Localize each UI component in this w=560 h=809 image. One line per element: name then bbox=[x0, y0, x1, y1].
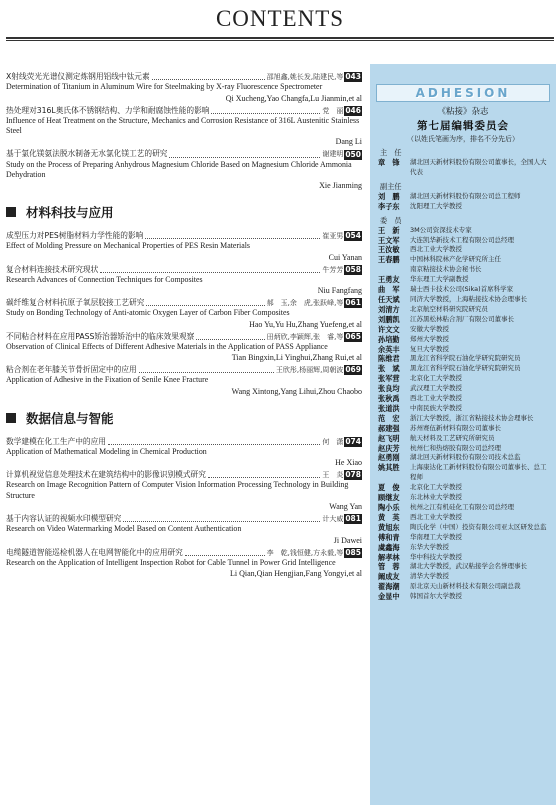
member-name bbox=[378, 265, 410, 275]
board-member bbox=[378, 493, 556, 503]
leader-dots bbox=[196, 339, 264, 340]
article-title-en: Effect of Molding Pressure on Mechanical Properties of PES Resin Materials bbox=[6, 241, 250, 251]
board-member bbox=[378, 374, 556, 384]
member-affiliation: 西北工业大学教授 bbox=[410, 394, 462, 403]
article-authors-en: Hao Yu,Yu Hu,Zhang Yuefeng,et al bbox=[249, 319, 362, 329]
member-name: 任天斌 bbox=[378, 294, 400, 304]
page-title: CONTENTS bbox=[215, 6, 345, 31]
member-affiliation: 南京粘接技术协会秘书长 bbox=[410, 265, 482, 274]
leader-dots bbox=[145, 238, 320, 239]
member-name: 解孝林 bbox=[378, 552, 400, 562]
page-number[interactable]: 061 bbox=[345, 298, 361, 308]
member-affiliation: 武汉理工大学教授 bbox=[410, 384, 462, 393]
article-title-cn[interactable]: 基于氯化镁氨法脱水制备无水氯化镁工艺的研究 bbox=[6, 149, 168, 159]
page-number[interactable]: 050 bbox=[345, 149, 361, 159]
board-role-label: 委 员 bbox=[380, 215, 402, 225]
member-name: 张军营 bbox=[378, 374, 400, 384]
member-affiliation: 同济大学教授，上海粘接技术协会理事长 bbox=[410, 294, 527, 303]
board-member bbox=[378, 572, 556, 582]
member-affiliation: 湖北大学教授，武汉粘接学会名誉理事长 bbox=[410, 562, 527, 571]
leader-dots bbox=[100, 272, 320, 273]
article-authors-cn: 党 丽 bbox=[322, 106, 344, 115]
article-authors-cn: 崔亚男 bbox=[322, 232, 344, 241]
adhesion-logo: ADHESION bbox=[376, 84, 550, 102]
article-title-cn[interactable]: 不同粘合材料在应用PASS矫治器矫治中的临床效果观察 bbox=[6, 331, 195, 341]
board-member bbox=[378, 275, 556, 285]
article-authors-cn: 王 炎 bbox=[322, 471, 344, 480]
article-entry bbox=[6, 106, 362, 148]
board-member bbox=[378, 295, 556, 305]
page-number[interactable]: 078 bbox=[345, 470, 361, 480]
board-role-label: 主 任 bbox=[380, 148, 402, 157]
article-title-cn[interactable]: 计算机视觉信息处理技术在建筑结构中的影像识别模式研究 bbox=[6, 470, 206, 480]
member-name: 刘鹏凯 bbox=[378, 314, 400, 324]
article-authors-cn: 计大威 bbox=[322, 515, 344, 524]
page-number[interactable]: 065 bbox=[345, 331, 361, 341]
title-rule bbox=[6, 37, 554, 39]
articles-data bbox=[6, 437, 362, 579]
article-title-en: Study on Bonding Technology of Anti-atomic Oxygen Layer of Carbon Fiber Composites bbox=[6, 308, 290, 318]
member-affiliation: 复旦大学教授 bbox=[410, 344, 449, 353]
member-name: 王汝敏 bbox=[378, 245, 400, 255]
article-title-row bbox=[6, 514, 362, 524]
article-authors-en: Xie Jianming bbox=[319, 181, 362, 191]
article-title-en: Application of Mathematical Modeling in Chemical Production bbox=[6, 446, 207, 456]
board-member bbox=[378, 394, 556, 404]
article-entry bbox=[6, 332, 362, 364]
article-title-en: Research Advances of Connection Techniques for Composites bbox=[6, 274, 203, 284]
page-number[interactable]: 054 bbox=[345, 231, 361, 241]
article-entry bbox=[6, 365, 362, 397]
article-title-cn[interactable]: 数学建模在化工生产中的应用 bbox=[6, 436, 106, 446]
member-name: 王 新 bbox=[378, 225, 400, 235]
member-name: 陶小乐 bbox=[378, 503, 400, 512]
leader-dots bbox=[152, 79, 265, 80]
board-member bbox=[378, 543, 556, 553]
board-member bbox=[378, 592, 556, 602]
article-entry bbox=[6, 548, 362, 580]
page-number[interactable]: 074 bbox=[345, 436, 361, 446]
article-authors-en: Wang Xintong,Yang Lihui,Zhou Chaobo bbox=[231, 386, 362, 396]
member-affiliation: 江苏黑松林粘合剂厂有限公司董事长 bbox=[410, 314, 514, 323]
member-affiliation: 湖北回天新材料股份有限公司总工程师 bbox=[410, 191, 521, 200]
article-title-cn[interactable]: 电缆隧道智能巡检机器人在电网智能化中的应用研究 bbox=[6, 547, 183, 557]
board-member bbox=[378, 384, 556, 394]
member-affiliation: 清华大学教授 bbox=[410, 572, 449, 581]
page-number[interactable]: 043 bbox=[345, 72, 361, 82]
board-member bbox=[378, 226, 556, 236]
member-affiliation: 华南理工大学教授 bbox=[410, 532, 462, 541]
board-member bbox=[378, 434, 556, 444]
article-title-cn[interactable]: 碳纤维复合材料抗原子氧层胶接工艺研究 bbox=[6, 298, 145, 308]
ordering-note: （以姓氏笔画为序，排名不分先后） bbox=[407, 135, 519, 143]
member-affiliation: 黑龙江省科学院石油化学研究院研究员 bbox=[410, 354, 521, 363]
article-entry bbox=[6, 514, 362, 546]
article-authors-cn: 谢建明 bbox=[322, 150, 344, 159]
member-name: 夏 俊 bbox=[378, 483, 400, 493]
article-authors-en: Li Qian,Qian Hengjian,Fang Yongyi,et al bbox=[230, 569, 362, 579]
member-name: 王文军 bbox=[378, 235, 400, 245]
board-member bbox=[378, 325, 556, 335]
article-authors-cn: 牛芳芳 bbox=[322, 265, 344, 274]
board-member bbox=[378, 315, 556, 325]
board-member bbox=[378, 463, 556, 483]
leader-dots bbox=[211, 113, 320, 114]
article-title-en: Research on the Application of Intelligent Inspection Robot for Cable Tunnel in Power Grid Intelligence bbox=[6, 557, 336, 567]
member-name: 李子东 bbox=[378, 201, 400, 211]
board-member bbox=[378, 562, 556, 572]
board-role-label: 副主任 bbox=[380, 181, 402, 191]
member-affiliation: 韩国首尔大学教授 bbox=[410, 592, 462, 601]
board-member bbox=[378, 513, 556, 523]
member-affiliation: 北京化工大学教授 bbox=[410, 483, 462, 492]
page-number[interactable]: 046 bbox=[345, 105, 361, 115]
member-name: 许文文 bbox=[378, 324, 400, 334]
member-affiliation: 西北工业大学教授 bbox=[410, 245, 462, 254]
leader-dots bbox=[185, 555, 265, 556]
leader-dots bbox=[146, 305, 264, 306]
article-authors-cn: 田炳欣,李颖辉,张 睿,等 bbox=[266, 332, 344, 341]
board-member bbox=[378, 364, 556, 374]
member-name: 张道洪 bbox=[378, 403, 400, 413]
article-title-row bbox=[6, 470, 362, 480]
member-affiliation: 杭州仁和热熔胶有限公司总经理 bbox=[410, 443, 501, 452]
member-name: 姚其胜 bbox=[378, 463, 400, 473]
board-member bbox=[378, 158, 556, 178]
leader-dots bbox=[139, 372, 274, 373]
section-square-icon bbox=[6, 207, 16, 217]
articles-top bbox=[6, 72, 362, 191]
article-title-en: Study on the Process of Preparing Anhydrous Magnesium Chloride Based on Magnesium Chloride Ammonia Dehydration bbox=[6, 159, 352, 179]
board-member bbox=[378, 236, 556, 246]
member-affiliation: 瑞士西卡技术公司(Sika)首席科学家 bbox=[410, 285, 514, 294]
article-title-cn[interactable]: X射线荧光光谱仪测定炼钢用铝线中钛元素 bbox=[6, 72, 150, 81]
article-title-en: Application of Adhesive in the Fixation of Senile Knee Fracture bbox=[6, 375, 209, 385]
member-name: 张秋禹 bbox=[378, 394, 400, 404]
member-affiliation: 中国林科院林产化学研究所主任 bbox=[410, 255, 501, 264]
member-name: 顾继友 bbox=[378, 493, 400, 503]
member-name: 曲 军 bbox=[378, 285, 400, 295]
committee-title: 第七届编辑委员会 bbox=[417, 120, 509, 132]
article-title-row bbox=[6, 298, 362, 308]
article-authors-cn: 邵旭鑫,姚长发,陆建民,等 bbox=[266, 73, 344, 81]
article-authors-en: Niu Fangfang bbox=[317, 286, 362, 296]
article-title-row bbox=[6, 72, 362, 82]
section-title: 材料科技与应用 bbox=[26, 205, 114, 221]
member-name: 张 斌 bbox=[378, 364, 400, 374]
member-name: 范 宏 bbox=[378, 413, 400, 423]
member-name: 虞鑫海 bbox=[378, 542, 400, 552]
article-entry bbox=[6, 149, 362, 191]
member-affiliation: 浙江大学教授，浙江省粘接技术协会理事长 bbox=[410, 413, 534, 422]
member-name: 管 蓉 bbox=[378, 562, 400, 572]
page-number[interactable]: 069 bbox=[345, 365, 361, 375]
member-name: 金显中 bbox=[378, 592, 400, 602]
article-entry bbox=[6, 298, 362, 330]
leader-dots bbox=[123, 521, 320, 522]
section-square-icon bbox=[6, 413, 16, 423]
article-title-en: Determination of Titanium in Aluminum Wire for Steelmaking by X-ray Fluorescence Spectrometer bbox=[6, 82, 323, 92]
member-name: 赵勇刚 bbox=[378, 453, 400, 463]
member-name: 翟海潮 bbox=[378, 582, 400, 592]
member-name: 赵飞明 bbox=[378, 433, 400, 443]
article-entry bbox=[6, 470, 362, 512]
article-title-row bbox=[6, 548, 362, 558]
section-heading-data bbox=[6, 409, 362, 427]
member-name: 孙培勤 bbox=[378, 334, 400, 344]
article-authors-en: Wang Yan bbox=[329, 502, 362, 512]
board-member bbox=[378, 354, 556, 364]
article-authors-cn: 王欣彤,杨丽辉,周朝波 bbox=[275, 366, 344, 375]
board-member bbox=[378, 305, 556, 315]
member-name: 陈维君 bbox=[378, 354, 400, 364]
member-name: 傅和青 bbox=[378, 532, 400, 542]
board-member bbox=[378, 345, 556, 355]
leader-dots bbox=[208, 477, 320, 478]
section-heading-materials bbox=[6, 203, 362, 221]
board-member bbox=[378, 245, 556, 255]
article-authors-en: Ji Dawei bbox=[333, 535, 362, 545]
member-name: 黄旭东 bbox=[378, 522, 400, 532]
member-affiliation: 北京航空材料研究院研究员 bbox=[410, 304, 488, 313]
board-member bbox=[378, 523, 556, 533]
board-member bbox=[378, 192, 556, 202]
member-name: 余英丰 bbox=[378, 344, 400, 354]
member-affiliation: 上海康达化工新材料股份有限公司董事长、总工程师 bbox=[410, 463, 547, 482]
articles-materials bbox=[6, 231, 362, 397]
board-member bbox=[378, 202, 556, 212]
member-affiliation: 中南民族大学教授 bbox=[410, 403, 462, 412]
board-member bbox=[378, 553, 556, 563]
member-affiliation: 湖北回天新材料股份有限公司董事长，全国人大代表 bbox=[410, 158, 547, 176]
article-entry bbox=[6, 231, 362, 263]
article-entry bbox=[6, 72, 362, 104]
member-name: 王勇友 bbox=[378, 275, 400, 285]
board-member bbox=[378, 255, 556, 265]
article-entry bbox=[6, 265, 362, 297]
member-name: 王春鹏 bbox=[378, 255, 400, 265]
article-title-cn[interactable]: 成型压力对PES树脂材料力学性能的影响 bbox=[6, 231, 144, 241]
article-authors-en: Tian Bingxin,Li Yinghui,Zhang Rui,et al bbox=[231, 353, 362, 363]
article-title-en: Observation of Clinical Effects of Different Adhesive Materials in the Application of PASS Appliance bbox=[6, 341, 328, 351]
member-name: 刘清方 bbox=[378, 304, 400, 314]
article-title-en: Research on Video Watermarking Model Based on Content Authentication bbox=[6, 524, 242, 534]
member-name: 刘 鹏 bbox=[378, 191, 400, 201]
member-affiliation: 西北工业大学教授 bbox=[410, 512, 462, 521]
board-member bbox=[378, 582, 556, 592]
article-entry bbox=[6, 437, 362, 469]
member-affiliation: 沈阳理工大学教授 bbox=[410, 201, 462, 210]
article-title-cn[interactable]: 基于内容认证的视频水印模型研究 bbox=[6, 514, 122, 524]
article-authors-en: Qi Xucheng,Yao Changfa,Lu Jianmin,et al bbox=[225, 93, 362, 103]
board-member bbox=[378, 483, 556, 493]
member-affiliation: 陶氏化学（中国）投资有限公司亚太区研发总监 bbox=[410, 522, 547, 531]
member-affiliation: 东华大学教授 bbox=[410, 542, 449, 551]
article-title-row bbox=[6, 106, 362, 116]
board-member bbox=[378, 404, 556, 414]
article-title-row bbox=[6, 332, 362, 342]
page-number[interactable]: 081 bbox=[345, 514, 361, 524]
article-title-cn[interactable]: 热处理对316L奥氏体不锈钢结构、力学和耐腐蚀性能的影响 bbox=[6, 105, 210, 115]
member-affiliation: 3M公司资深技术专家 bbox=[410, 225, 472, 234]
member-affiliation: 安徽大学教授 bbox=[410, 324, 449, 333]
board-member bbox=[378, 533, 556, 543]
article-title-cn[interactable]: 粘合剂在老年膝关节骨折固定中的应用 bbox=[6, 365, 137, 375]
board-member bbox=[378, 265, 556, 275]
member-name: 郝建强 bbox=[378, 423, 400, 433]
article-authors-cn: 郝 玉,余 虎,张跃峰,等 bbox=[266, 299, 344, 308]
article-authors-en: He Xiao bbox=[335, 458, 362, 468]
member-affiliation: 北京化工大学教授 bbox=[410, 374, 462, 383]
article-authors-cn: 何 潇 bbox=[322, 437, 344, 446]
leader-dots bbox=[108, 444, 320, 445]
member-name: 章 锋 bbox=[378, 158, 400, 167]
member-affiliation: 华东理工大学副教授 bbox=[410, 275, 469, 284]
board-member bbox=[378, 503, 556, 513]
article-authors-cn: 李 乾,钱恒健,方永毅,等 bbox=[266, 548, 344, 557]
member-affiliation: 黑龙江省科学院石油化学研究院研究员 bbox=[410, 364, 521, 373]
article-title-row bbox=[6, 437, 362, 447]
board-member bbox=[378, 414, 556, 424]
magazine-name: 《粘接》杂志 bbox=[437, 107, 489, 117]
contents-list bbox=[6, 72, 362, 581]
member-name: 赵庆芳 bbox=[378, 443, 400, 453]
article-title-row bbox=[6, 265, 362, 275]
member-affiliation: 航天材料及工艺研究所研究员 bbox=[410, 433, 495, 442]
member-name: 张良均 bbox=[378, 384, 400, 394]
section-title: 数据信息与智能 bbox=[26, 410, 114, 426]
article-title-en: Research on Image Recognition Pattern of Computer Vision Information Processing Technology in Building Structure bbox=[6, 480, 349, 500]
member-affiliation: 东北林业大学教授 bbox=[410, 493, 462, 502]
board-member bbox=[378, 453, 556, 463]
editorial-board-panel bbox=[370, 64, 556, 805]
board-members bbox=[370, 148, 556, 602]
member-name: 黄 英 bbox=[378, 512, 400, 522]
member-affiliation: 华中科技大学教授 bbox=[410, 552, 462, 561]
member-affiliation: 湖北回天新材料股份有限公司技术总监 bbox=[410, 453, 521, 462]
member-affiliation: 原北京天山新材料技术有限公司副总裁 bbox=[410, 582, 521, 591]
board-member bbox=[378, 285, 556, 295]
article-title-en: Influence of Heat Treatment on the Structure, Mechanics and Corrosion Resistance of 316L Austenitic Stainless Steel bbox=[6, 115, 360, 135]
article-authors-en: Dang Li bbox=[335, 137, 362, 147]
page-number[interactable]: 058 bbox=[345, 264, 361, 274]
board-member bbox=[378, 444, 556, 454]
article-title-row bbox=[6, 365, 362, 375]
article-authors-en: Cui Yanan bbox=[328, 252, 362, 262]
title-rule-thin bbox=[6, 40, 554, 41]
leader-dots bbox=[169, 157, 320, 158]
member-affiliation: 郑州大学教授 bbox=[410, 334, 449, 343]
member-affiliation: 苏州赛伍新材料有限公司董事长 bbox=[410, 423, 501, 432]
article-title-cn[interactable]: 复合材料连接技术研究现状 bbox=[6, 264, 99, 274]
member-affiliation: 杭州之江有机硅化工有限公司总经理 bbox=[410, 503, 514, 511]
board-member bbox=[378, 335, 556, 345]
article-title-row bbox=[6, 149, 362, 159]
page-number[interactable]: 085 bbox=[345, 547, 361, 557]
article-title-row bbox=[6, 231, 362, 241]
member-affiliation: 大连凯华新技术工程有限公司总经理 bbox=[410, 235, 514, 244]
board-member bbox=[378, 424, 556, 434]
member-name: 阚成友 bbox=[378, 572, 400, 582]
